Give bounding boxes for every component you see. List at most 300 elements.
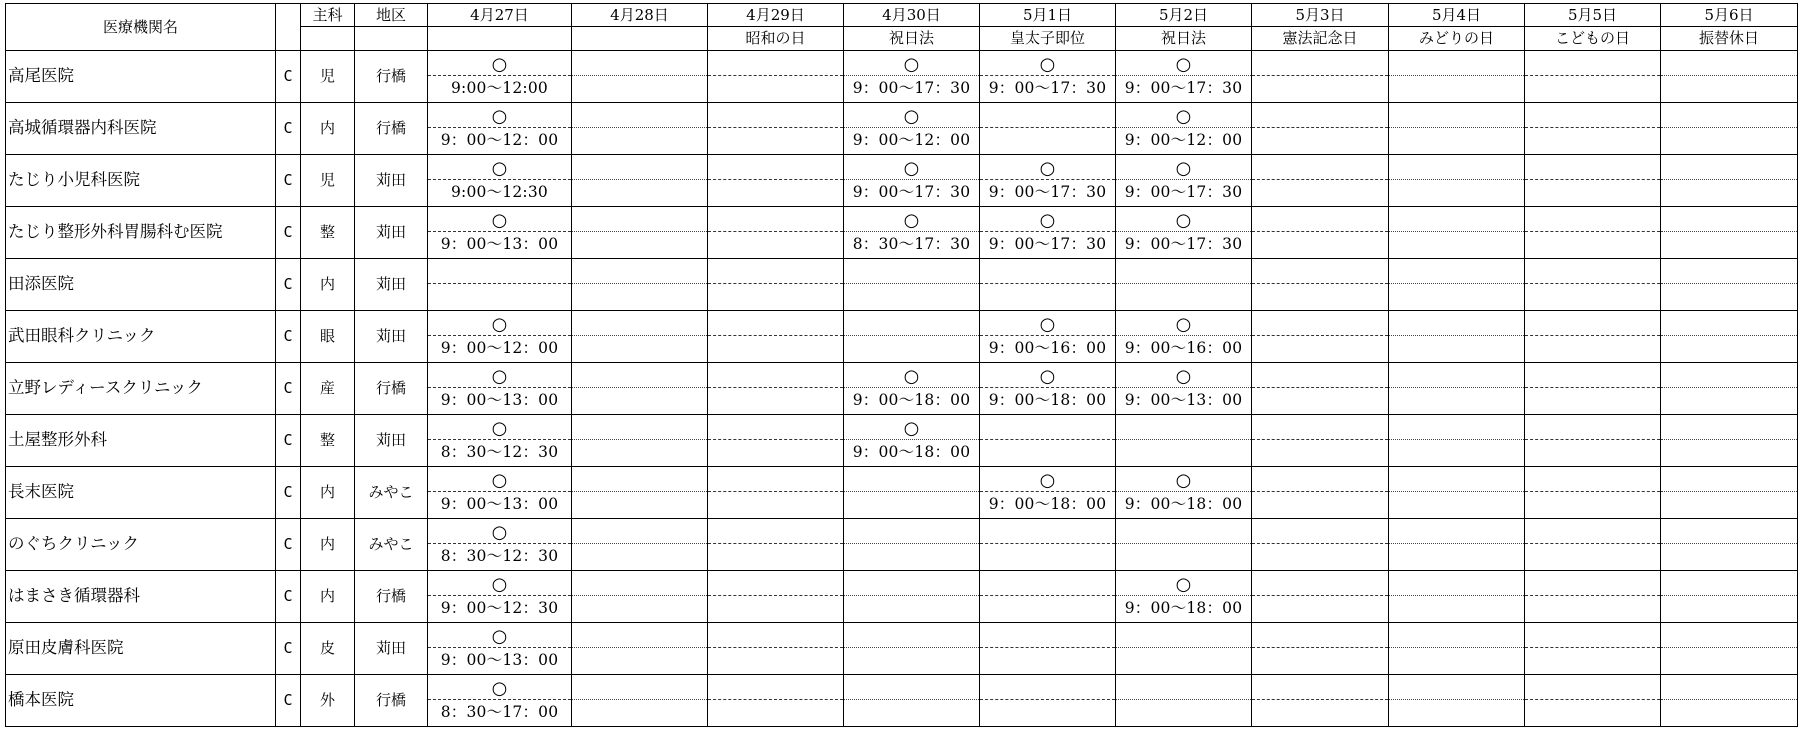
opening-hours [1661,544,1797,570]
day-cell [844,103,980,155]
day-cell [1661,571,1798,623]
open-mark [1661,103,1797,128]
open-mark [1661,675,1797,700]
opening-hours [1661,700,1797,726]
open-mark [572,623,707,648]
opening-hours [708,596,843,622]
open-mark [1525,519,1660,544]
opening-hours [980,648,1115,674]
day-cell [428,155,572,207]
category-code: C [276,675,301,727]
main-department: 産 [301,363,355,415]
day-cell [1525,467,1661,519]
day-cell [1389,415,1525,467]
day-cell [980,571,1116,623]
day-cell [1389,623,1525,675]
day-cell [844,51,980,103]
opening-hours [1252,180,1388,206]
opening-hours [1661,336,1797,362]
opening-hours [844,700,979,726]
day-cell [572,363,708,415]
day-cell [708,571,844,623]
open-mark [1525,259,1660,284]
opening-hours [572,596,707,622]
opening-hours [1525,76,1660,102]
day-cell [980,363,1116,415]
open-mark [844,571,979,596]
opening-hours [708,232,843,258]
day-cell [1661,519,1798,571]
open-mark [844,311,979,336]
open-mark [980,571,1115,596]
opening-hours: 9：00～18：00 [1124,599,1243,618]
open-mark: ○ [428,207,571,232]
opening-hours [1116,700,1251,726]
main-department: 児 [301,155,355,207]
open-mark [1389,519,1524,544]
day-cell [844,571,980,623]
header-row-dates [6,4,1798,27]
header-date: 4月30日 [844,4,980,27]
open-mark [572,207,707,232]
opening-hours [708,544,843,570]
open-mark [708,363,843,388]
open-mark [1525,467,1660,492]
opening-hours [844,284,979,310]
open-mark [1116,675,1251,700]
day-cell [1525,363,1661,415]
opening-hours [1389,440,1524,466]
open-mark [980,103,1115,128]
header-date: 5月1日 [980,4,1116,27]
day-cell [428,51,572,103]
day-cell [844,623,980,675]
open-mark [572,519,707,544]
open-mark [1661,467,1797,492]
opening-hours [1525,648,1660,674]
institution-name: たじり小児科医院 [6,155,276,207]
open-mark [708,51,843,76]
opening-hours [980,284,1115,310]
header-date: 4月28日 [572,4,708,27]
opening-hours [708,440,843,466]
open-mark [1252,467,1388,492]
open-mark [980,415,1115,440]
opening-hours: 9：00～18：00 [852,443,971,462]
opening-hours [1252,336,1388,362]
open-mark: ○ [980,311,1115,336]
day-cell [1525,519,1661,571]
opening-hours [572,648,707,674]
day-cell [1661,155,1798,207]
opening-hours [1389,648,1524,674]
institution-name: 高尾医院 [6,51,276,103]
header-holiday: みどりの日 [1389,27,1525,51]
institution-name: 長末医院 [6,467,276,519]
open-mark [1389,675,1524,700]
open-mark [1525,51,1660,76]
day-cell [980,155,1116,207]
day-cell [844,363,980,415]
institution-name: 田添医院 [6,259,276,311]
open-mark [1252,103,1388,128]
open-mark [1252,207,1388,232]
day-cell [1389,103,1525,155]
opening-hours [708,180,843,206]
institution-name: 橋本医院 [6,675,276,727]
opening-hours [1252,648,1388,674]
open-mark [572,415,707,440]
opening-hours: 9：00～18：00 [988,391,1107,410]
opening-hours [708,648,843,674]
open-mark [1525,311,1660,336]
day-cell [1252,675,1389,727]
district: 苅田 [355,623,428,675]
open-mark: ○ [428,363,571,388]
opening-hours [1252,388,1388,414]
open-mark [708,259,843,284]
open-mark [1252,363,1388,388]
day-cell [1116,155,1252,207]
opening-hours [708,336,843,362]
open-mark [844,467,979,492]
opening-hours: 9：00～13：00 [440,495,559,514]
opening-hours [1661,128,1797,154]
open-mark [1661,155,1797,180]
open-mark [572,571,707,596]
open-mark [708,467,843,492]
day-cell [1525,311,1661,363]
opening-hours [1389,596,1524,622]
header-holiday: 皇太子即位 [980,27,1116,51]
day-cell [980,51,1116,103]
open-mark [1661,623,1797,648]
category-code: C [276,103,301,155]
opening-hours: 9：00～12：00 [440,131,559,150]
opening-hours [572,128,707,154]
open-mark: ○ [428,519,571,544]
day-cell [1525,155,1661,207]
header-date: 5月5日 [1525,4,1661,27]
day-cell [428,571,572,623]
day-cell [1661,51,1798,103]
category-code: C [276,259,301,311]
open-mark [1525,155,1660,180]
day-cell [844,155,980,207]
day-cell [980,259,1116,311]
open-mark: ○ [1116,311,1251,336]
header-date: 5月3日 [1252,4,1389,27]
open-mark [1252,623,1388,648]
open-mark [1661,363,1797,388]
day-cell [572,311,708,363]
opening-hours [428,284,571,310]
opening-hours [1252,492,1388,518]
main-department: 児 [301,51,355,103]
day-cell [1525,51,1661,103]
open-mark [1252,155,1388,180]
open-mark: ○ [980,207,1115,232]
opening-hours: 8：30～12：30 [440,547,559,566]
day-cell [1661,623,1798,675]
day-cell [1116,311,1252,363]
opening-hours [1252,284,1388,310]
institution-name: のぐちクリニック [6,519,276,571]
opening-hours [708,76,843,102]
open-mark [1116,519,1251,544]
header-area: 地区 [355,4,428,27]
opening-hours [1389,284,1524,310]
opening-hours [1525,492,1660,518]
opening-hours [1661,596,1797,622]
header-institution-name: 医療機関名 [6,4,276,51]
day-cell [1252,467,1389,519]
opening-hours [1389,544,1524,570]
open-mark: ○ [428,155,571,180]
opening-hours [980,440,1115,466]
header-date: 5月2日 [1116,4,1252,27]
day-cell [980,623,1116,675]
opening-hours: 9：00～13：00 [440,235,559,254]
opening-hours [980,700,1115,726]
opening-hours: 9：00～16：00 [1124,339,1243,358]
opening-hours: 9：00～17：30 [1124,235,1243,254]
header-holiday: 憲法記念日 [1252,27,1389,51]
opening-hours: 9：00～17：30 [1124,183,1243,202]
opening-hours [1389,388,1524,414]
day-cell [1661,363,1798,415]
opening-hours [1389,492,1524,518]
opening-hours [572,388,707,414]
day-cell [980,311,1116,363]
table-row [6,415,1798,467]
header-holiday [428,27,572,51]
open-mark [572,155,707,180]
day-cell [428,363,572,415]
open-mark [1116,623,1251,648]
opening-hours [572,232,707,258]
open-mark: ○ [980,467,1115,492]
day-cell [1389,207,1525,259]
open-mark: ○ [1116,155,1251,180]
opening-hours [572,76,707,102]
header-holiday: 祝日法 [844,27,980,51]
opening-hours [572,700,707,726]
day-cell [1525,571,1661,623]
day-cell [1389,519,1525,571]
open-mark [1252,571,1388,596]
day-cell [1116,571,1252,623]
header-area-blank [355,27,428,51]
header-holiday: 昭和の日 [708,27,844,51]
open-mark [1252,519,1388,544]
day-cell [1252,623,1389,675]
opening-hours [1252,128,1388,154]
day-cell [708,155,844,207]
open-mark: ○ [844,155,979,180]
day-cell [708,519,844,571]
opening-hours: 9：00～13：00 [440,391,559,410]
day-cell [1389,155,1525,207]
open-mark [1661,51,1797,76]
opening-hours [1116,284,1251,310]
open-mark [1389,103,1524,128]
open-mark [1252,51,1388,76]
opening-hours [1389,700,1524,726]
open-mark [572,363,707,388]
day-cell [1661,207,1798,259]
open-mark [1661,311,1797,336]
table-row [6,571,1798,623]
main-department: 内 [301,467,355,519]
opening-hours [1661,232,1797,258]
day-cell [572,623,708,675]
open-mark [1525,207,1660,232]
opening-hours: 9：00～17：30 [852,183,971,202]
open-mark: ○ [428,571,571,596]
day-cell [1252,519,1389,571]
main-department: 外 [301,675,355,727]
day-cell [1116,207,1252,259]
table-row [6,675,1798,727]
opening-hours [1525,128,1660,154]
open-mark [1525,623,1660,648]
opening-hours: 9：00～16：00 [988,339,1107,358]
open-mark: ○ [1116,207,1251,232]
day-cell [572,103,708,155]
open-mark [844,259,979,284]
day-cell [1116,51,1252,103]
day-cell [708,207,844,259]
open-mark: ○ [980,363,1115,388]
open-mark [1661,571,1797,596]
open-mark: ○ [428,103,571,128]
open-mark [1525,103,1660,128]
day-cell [844,675,980,727]
category-code: C [276,467,301,519]
day-cell [1525,623,1661,675]
opening-hours [1116,544,1251,570]
opening-hours: 8：30～17：30 [852,235,971,254]
open-mark [1525,415,1660,440]
opening-hours [708,284,843,310]
day-cell [1252,207,1389,259]
open-mark [980,623,1115,648]
opening-hours [708,388,843,414]
day-cell [1525,675,1661,727]
category-code: C [276,207,301,259]
opening-hours [1252,596,1388,622]
opening-hours: 9：00～17：30 [988,183,1107,202]
opening-hours [1661,492,1797,518]
institution-name: 立野レディースクリニック [6,363,276,415]
day-cell [708,363,844,415]
open-mark: ○ [844,363,979,388]
table-row [6,155,1798,207]
day-cell [1389,571,1525,623]
district: 苅田 [355,311,428,363]
main-department: 内 [301,571,355,623]
district: 苅田 [355,259,428,311]
open-mark [708,207,843,232]
day-cell [844,415,980,467]
main-department: 内 [301,103,355,155]
day-cell [428,623,572,675]
day-cell [1389,311,1525,363]
day-cell [980,207,1116,259]
open-mark: ○ [1116,51,1251,76]
day-cell [1252,311,1389,363]
open-mark [572,467,707,492]
opening-hours [1389,180,1524,206]
open-mark [1525,363,1660,388]
main-department: 眼 [301,311,355,363]
day-cell [428,415,572,467]
day-cell [1525,259,1661,311]
opening-hours [844,544,979,570]
opening-hours [708,700,843,726]
day-cell [1116,363,1252,415]
district: 行橋 [355,675,428,727]
day-cell [572,467,708,519]
open-mark: ○ [844,51,979,76]
day-cell [572,259,708,311]
day-cell [572,207,708,259]
opening-hours [1525,284,1660,310]
day-cell [1116,259,1252,311]
day-cell [428,467,572,519]
open-mark: ○ [844,103,979,128]
opening-hours [1525,596,1660,622]
opening-hours: 9：00～12：00 [440,339,559,358]
header-dept-blank [301,27,355,51]
open-mark [1389,363,1524,388]
table-row [6,363,1798,415]
open-mark [1525,675,1660,700]
header-date: 5月6日 [1661,4,1798,27]
open-mark [1389,311,1524,336]
open-mark: ○ [428,415,571,440]
open-mark [1389,467,1524,492]
category-code: C [276,519,301,571]
open-mark [708,675,843,700]
day-cell [980,519,1116,571]
opening-hours: 9：00～17：30 [988,235,1107,254]
day-cell [1525,103,1661,155]
opening-hours [1525,700,1660,726]
opening-hours [1661,284,1797,310]
holiday-schedule-table [5,3,1798,727]
opening-hours [1389,128,1524,154]
open-mark [708,103,843,128]
day-cell [708,467,844,519]
open-mark [1389,155,1524,180]
open-mark [1661,207,1797,232]
day-cell [708,103,844,155]
open-mark [708,311,843,336]
open-mark [980,259,1115,284]
main-department: 皮 [301,623,355,675]
day-cell [1389,363,1525,415]
open-mark [1116,259,1251,284]
day-cell [1252,103,1389,155]
day-cell [1661,103,1798,155]
opening-hours: 9：00～13：00 [1124,391,1243,410]
opening-hours: 9：00～17：30 [988,79,1107,98]
day-cell [1116,519,1252,571]
table-row [6,623,1798,675]
header-date: 5月4日 [1389,4,1525,27]
